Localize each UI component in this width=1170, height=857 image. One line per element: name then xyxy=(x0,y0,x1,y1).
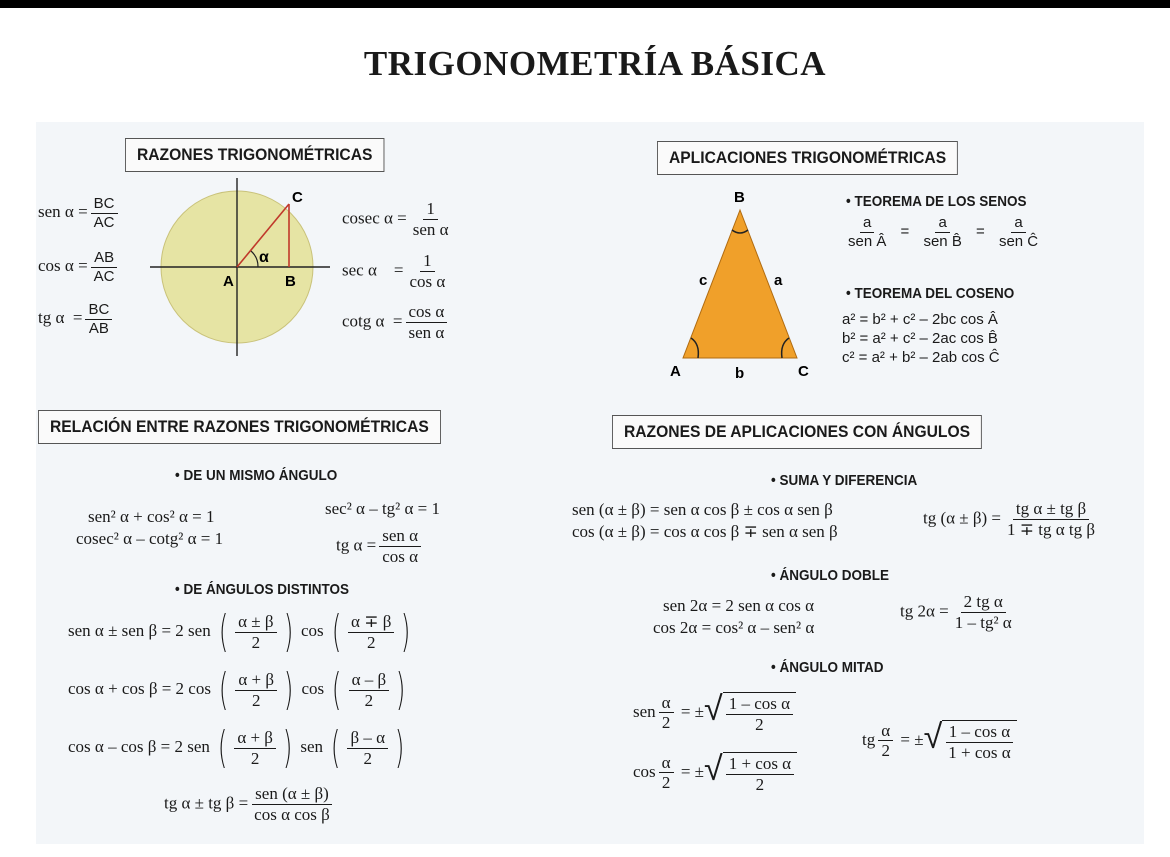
cotg-frac xyxy=(406,303,448,342)
suma-tg-num: tg α ± tg β xyxy=(1013,500,1089,520)
tri-side-a: a xyxy=(774,272,783,289)
angulos-header: RAZONES DE APLICACIONES CON ÁNGULOS xyxy=(612,415,982,449)
tri-side-c: c xyxy=(699,272,708,289)
coseno-eq-a: a² = b² + c² – 2bc cos Â xyxy=(842,311,998,328)
suma-tg-den: 1 ∓ tg α tg β xyxy=(1007,519,1096,539)
tg-sum-frac xyxy=(251,785,333,824)
senos-den-1: sen Â xyxy=(848,232,887,250)
tri-label-A: A xyxy=(670,363,681,380)
suma-tg-frac xyxy=(1004,500,1098,539)
mitad-tg-rad-den: 1 + cos α xyxy=(948,742,1011,762)
stp2-mid: cos xyxy=(301,678,325,698)
ley-coseno xyxy=(842,310,1000,367)
tg-sum-den: cos α cos β xyxy=(254,804,330,824)
mitad-cos xyxy=(633,749,797,794)
stp1-lhs: sen α ± sen β = 2 sen xyxy=(68,620,211,640)
mitad-sen-half-den: 2 xyxy=(661,713,671,733)
mitad-sen xyxy=(633,689,796,734)
stp1-paren-2: ( $\frac{\alpha \mp \beta}{2}$ ) xyxy=(331,606,411,657)
ley-senos xyxy=(842,215,1044,250)
cosec-frac xyxy=(410,200,452,239)
suma-cos: cos (α ± β) = cos α cos β ∓ sen α sen β xyxy=(572,522,838,541)
mitad-cos-half-num: α xyxy=(659,754,674,774)
stp3-num-1: α + β xyxy=(234,729,276,749)
mitad-sen-rad-num: 1 – cos α xyxy=(726,695,793,715)
mitad-cos-pm: = ± xyxy=(680,761,705,781)
stp3-mid: sen xyxy=(300,736,324,756)
aplicaciones-header: APLICACIONES TRIGONOMÉTRICAS xyxy=(657,141,958,175)
senos-num-1: a xyxy=(860,215,874,233)
cosec-lhs: cosec α = xyxy=(342,208,407,228)
senos-title: • TEOREMA DE LOS SENOS xyxy=(846,193,1027,210)
mismo-angulo-title: • DE UN MISMO ÁNGULO xyxy=(175,467,338,484)
sen-num: BC xyxy=(91,196,118,214)
mitad-tg-fn: tg xyxy=(862,729,876,749)
doble-tg-num: 2 tg α xyxy=(961,593,1006,613)
doble-tg xyxy=(900,593,1018,632)
label-alpha: α xyxy=(259,249,269,266)
mitad-cos-half-den: 2 xyxy=(661,773,671,793)
stp2-num-2: α – β xyxy=(349,671,390,691)
suma-title: • SUMA Y DIFERENCIA xyxy=(771,472,918,489)
mitad-sen-half-num: α xyxy=(659,694,674,714)
mitad-sen-pm: = ± xyxy=(680,701,705,721)
senos-eq-1: = xyxy=(900,223,910,241)
tg-frac xyxy=(85,302,112,337)
sum-to-product-1 xyxy=(68,606,415,657)
sec-frac xyxy=(406,252,448,291)
stp3-paren-1: ( $\frac{\alpha + \beta}{2}$ ) xyxy=(218,722,293,773)
sum-to-product-3 xyxy=(68,722,408,773)
cos-frac xyxy=(91,250,118,285)
senos-eq-2: = xyxy=(976,223,985,241)
mitad-cos-sqrt: √ $\frac{\text{1 + cos α}}{2}$ xyxy=(704,752,797,794)
mitad-tg-pm: = ± xyxy=(900,729,924,749)
suma-sen: sen (α ± β) = sen α cos β ± cos α sen β xyxy=(572,500,833,519)
mitad-sen-sqrt: √ $\frac{\text{1 – cos α}}{2}$ xyxy=(704,692,796,734)
mitad-cos-fn: cos xyxy=(633,761,656,781)
doble-title: • ÁNGULO DOBLE xyxy=(771,567,889,584)
cosec-den: sen α xyxy=(412,219,449,239)
senos-frac-b xyxy=(920,215,964,250)
identity-tg-frac xyxy=(379,527,421,566)
stp2-num-1: α + β xyxy=(235,671,277,691)
stp2-den-1: 2 xyxy=(251,690,261,710)
identity-cosec-cotg: cosec² α – cotg² α = 1 xyxy=(76,529,224,548)
mitad-tg-half-den: 2 xyxy=(881,741,890,761)
stp3-paren-2: ( $\frac{\beta - \alpha}{2}$ ) xyxy=(331,722,405,773)
mitad-sen-rad-den: 2 xyxy=(755,714,764,734)
sec-lhs: sec α = xyxy=(342,260,404,280)
doble-tg-den: 1 – tg² α xyxy=(954,612,1012,632)
senos-num-2: a xyxy=(935,215,949,233)
cotg-ratio xyxy=(342,303,450,342)
identity-tg-num: sen α xyxy=(379,527,421,547)
stp2-paren-2: ( $\frac{\alpha - \beta}{2}$ ) xyxy=(332,664,406,715)
identity-tg-den: cos α xyxy=(382,546,419,566)
tg-sum-identity xyxy=(164,785,336,824)
unit-circle-diagram xyxy=(150,178,330,358)
sec-ratio xyxy=(342,252,451,291)
cotg-den: sen α xyxy=(408,322,445,342)
label-A: A xyxy=(223,273,234,290)
coseno-eq-c: c² = a² + b² – 2ab cos Ĉ xyxy=(842,349,1000,366)
top-bar xyxy=(0,0,1170,8)
senos-num-3: a xyxy=(1011,215,1025,233)
cos-ratio xyxy=(38,250,121,285)
senos-frac-a xyxy=(845,215,889,250)
identity-tg xyxy=(336,527,424,566)
cosec-ratio xyxy=(342,200,455,239)
doble-cos: cos 2α = cos² α – sen² α xyxy=(653,618,815,637)
stp2-den-2: 2 xyxy=(364,690,374,710)
cos-lhs: cos α = xyxy=(38,256,88,276)
identity-tg-lhs: tg α = xyxy=(336,535,377,555)
mitad-tg-sqrt: √ $\frac{\text{1 – cos α}}{\text{1 + cos α}}$ xyxy=(924,720,1017,762)
stp3-lhs: cos α – cos β = 2 sen xyxy=(68,736,210,756)
sen-frac xyxy=(91,196,118,231)
label-B: B xyxy=(285,273,296,290)
sen-lhs: sen α = xyxy=(38,202,88,222)
suma-tg-lhs: tg (α ± β) = xyxy=(923,508,1002,528)
sum-to-product-2 xyxy=(68,664,409,715)
tri-label-C: C xyxy=(798,363,809,380)
sec-den: cos α xyxy=(409,271,446,291)
sec-num: 1 xyxy=(420,252,435,272)
stp1-num-2: α ∓ β xyxy=(348,613,394,633)
tg-sum-num: sen (α ± β) xyxy=(252,785,332,805)
suma-tg xyxy=(923,500,1101,539)
stp1-paren-1: ( $\frac{\alpha \pm \beta}{2}$ ) xyxy=(218,606,293,657)
triangle-diagram xyxy=(664,186,814,386)
cotg-num: cos α xyxy=(406,303,448,323)
senos-den-2: sen B̂ xyxy=(923,232,962,250)
tg-sum-lhs: tg α ± tg β = xyxy=(164,793,249,813)
coseno-eq-b: b² = a² + c² – 2ac cos B̂ xyxy=(842,330,998,347)
stp2-paren-1: ( $\frac{\alpha + \beta}{2}$ ) xyxy=(219,664,294,715)
stp1-mid: cos xyxy=(300,620,324,640)
coseno-title: • TEOREMA DEL COSENO xyxy=(846,285,1015,302)
mitad-tg-rad-num: 1 – cos α xyxy=(946,723,1013,743)
stp3-den-2: 2 xyxy=(363,748,373,768)
mitad-tg-half-num: α xyxy=(878,722,893,742)
doble-tg-lhs: tg 2α = xyxy=(900,601,949,621)
mitad-title: • ÁNGULO MITAD xyxy=(771,659,884,676)
senos-den-3: sen Ĉ xyxy=(998,232,1039,250)
doble-tg-frac xyxy=(952,593,1015,632)
stp1-num-1: α ± β xyxy=(235,613,276,633)
stp1-den-1: 2 xyxy=(251,632,261,652)
cotg-lhs: cotg α = xyxy=(342,311,403,331)
identity-sec-tg: sec² α – tg² α = 1 xyxy=(325,499,441,518)
tg-den: AB xyxy=(88,319,109,337)
cos-num: AB xyxy=(91,250,117,268)
mitad-cos-rad-den: 2 xyxy=(755,774,765,794)
mitad-sen-fn: sen xyxy=(633,701,656,721)
page-title: TRIGONOMETRÍA BÁSICA xyxy=(363,44,827,83)
razones-header: RAZONES TRIGONOMÉTRICAS xyxy=(125,138,384,172)
identity-sen-cos: sen² α + cos² α = 1 xyxy=(88,507,215,526)
senos-frac-c xyxy=(996,215,1041,250)
distintos-title: • DE ÁNGULOS DISTINTOS xyxy=(175,581,349,598)
tri-side-b: b xyxy=(735,365,745,382)
sen-ratio xyxy=(38,196,121,231)
cos-den: AC xyxy=(93,267,115,285)
stp2-lhs: cos α + cos β = 2 cos xyxy=(68,678,211,698)
mitad-cos-rad-num: 1 + cos α xyxy=(726,755,794,775)
sen-den: AC xyxy=(93,213,115,231)
tri-label-B: B xyxy=(734,189,745,206)
tg-lhs: tg α = xyxy=(38,308,83,328)
tg-ratio xyxy=(38,302,115,337)
stp3-den-1: 2 xyxy=(250,748,260,768)
stp1-den-2: 2 xyxy=(366,632,376,652)
stp3-num-2: β – α xyxy=(347,729,388,749)
cosec-num: 1 xyxy=(423,200,438,220)
tg-num: BC xyxy=(85,302,112,320)
label-C: C xyxy=(292,189,303,206)
doble-sen: sen 2α = 2 sen α cos α xyxy=(663,596,815,615)
relacion-header: RELACIÓN ENTRE RAZONES TRIGONOMÉTRICAS xyxy=(38,410,441,444)
mitad-tg xyxy=(862,717,1017,762)
